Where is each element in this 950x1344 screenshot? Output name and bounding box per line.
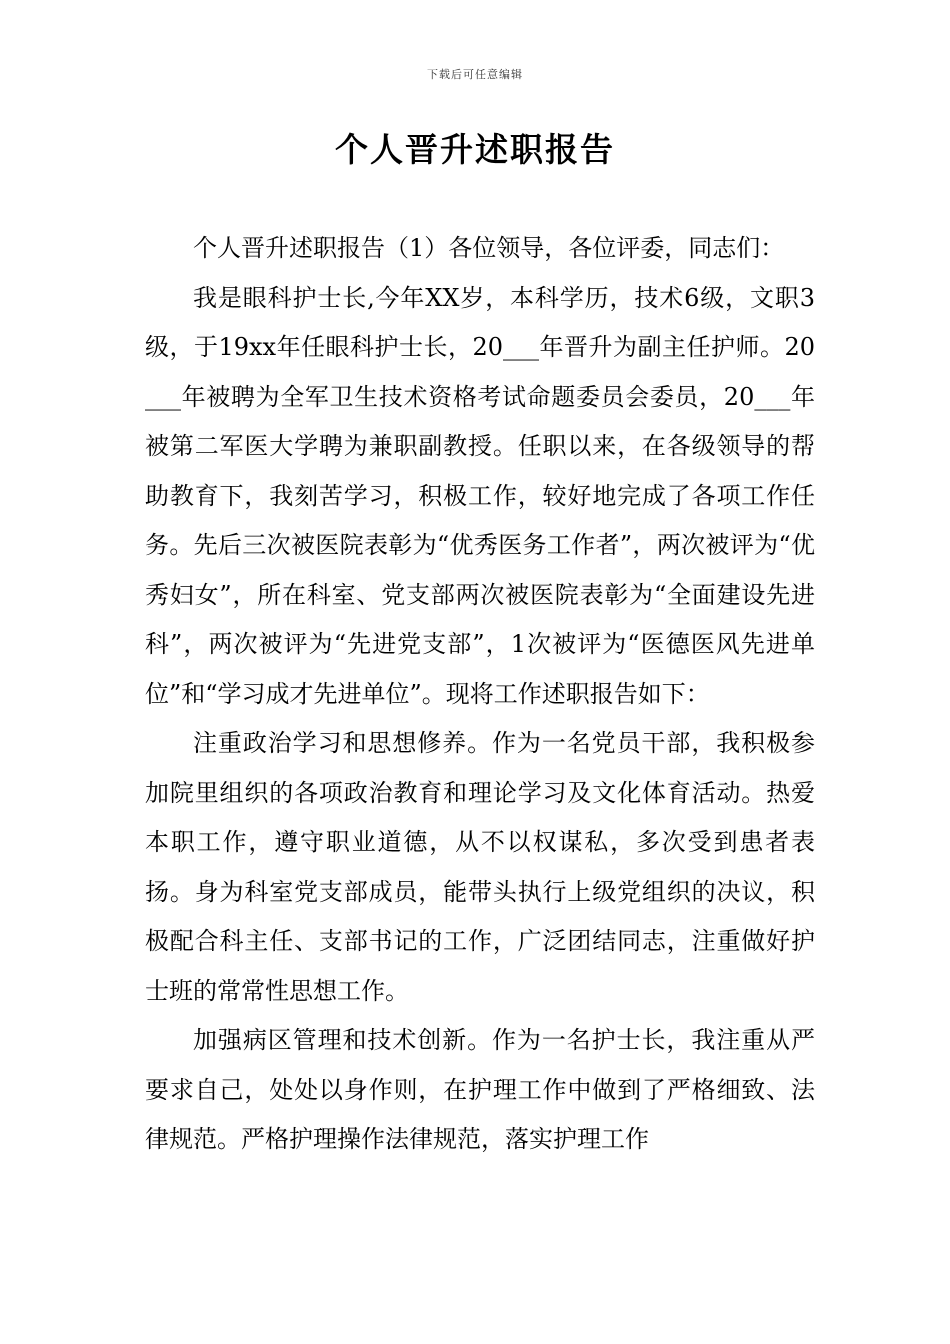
document-body (145, 224, 815, 1165)
paragraph-introduction: 我是眼科护士长,今年XX岁，本科学历，技术6级，文职3级，于19xx年任眼科护士长，20___年晋升为副主任护师。20___年被聘为全军卫生技术资格考试命题委员会委员，20___年被第二军医大学聘为兼职副教授。任职以来，在各级领导的帮助教育下，我刻苦学习，积极工作，较好地完成了各项工作任务。先后三次被医院表彰为“优秀医务工作者”，两次被评为“优秀妇女”，所在科室、党支部两次被医院表彰为“全面建设先进科”，两次被评为“先进党支部”，1次被评为“医德医风先进单位”和“学习成才先进单位”。现将工作述职报告如下： (145, 283, 815, 708)
paragraph-political-study: 注重政治学习和思想修养。作为一名党员干部，我积极参加院里组织的各项政治教育和理论学习及文化体育活动。热爱本职工作，遵守职业道德，从不以权谋私，多次受到患者表扬。身为科室党支部成员，能带头执行上级党组织的决议，积极配合科主任、支部书记的工作，广泛团结同志，注重做好护士班的常常性思想工作。 (145, 729, 815, 1005)
header-note: 下载后可任意编辑 (427, 68, 523, 81)
paragraph-ward-management: 加强病区管理和技术创新。作为一名护士长，我注重从严要求自己，处处以身作则，在护理工作中做到了严格细致、法律规范。严格护理操作法律规范，落实护理工作 (145, 1026, 815, 1153)
paragraph-greeting: 个人晋升述职报告（1）各位领导，各位评委，同志们： (193, 234, 785, 262)
document-title: 个人晋升述职报告 (335, 130, 615, 169)
